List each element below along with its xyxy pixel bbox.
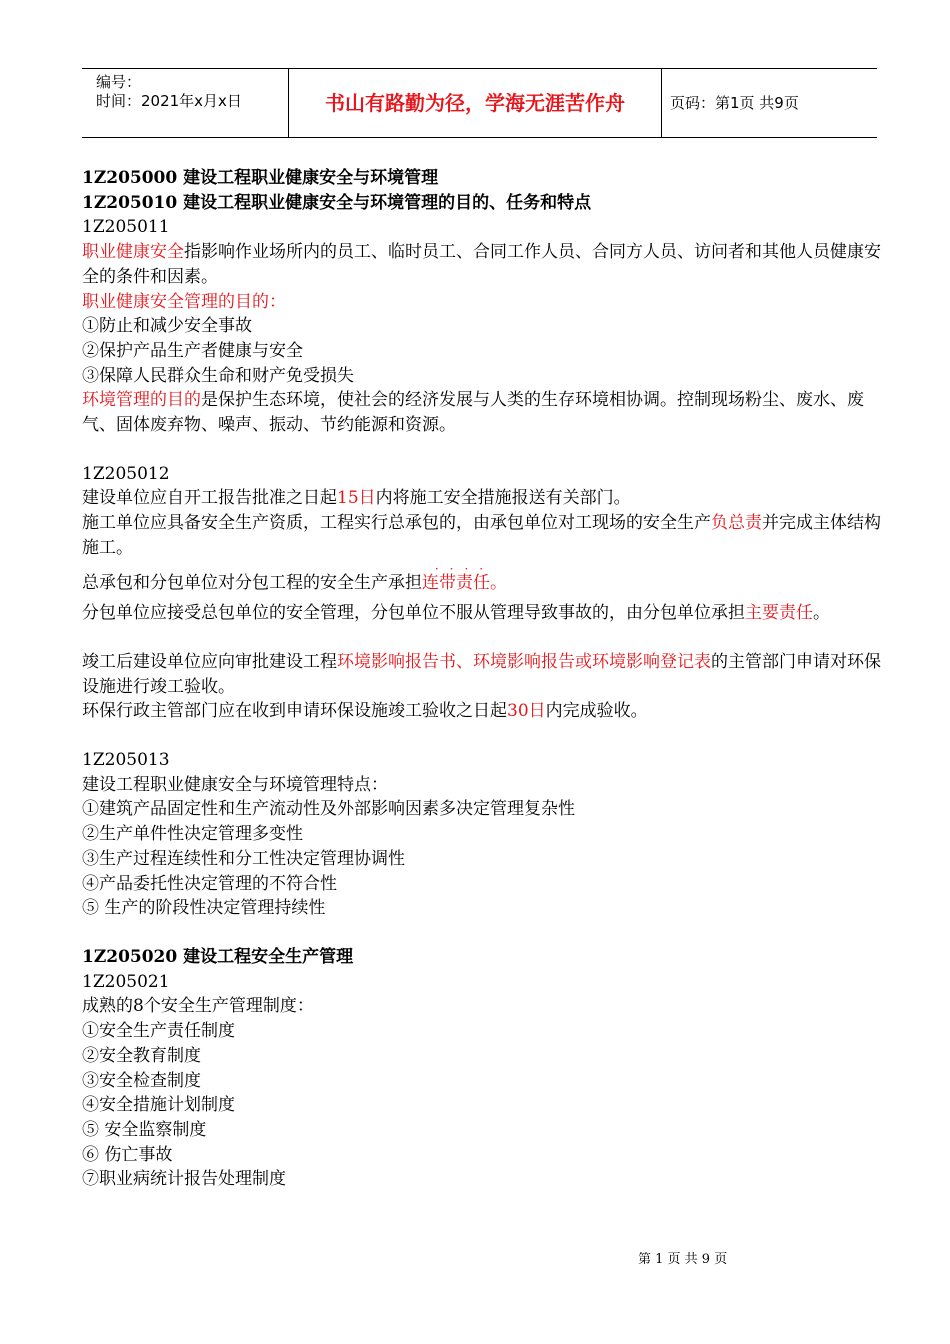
page-footer: 第 1 页 共 9 页: [638, 1252, 728, 1267]
list-item: ④产品委托性决定管理的不符合性: [82, 873, 337, 894]
paragraph-text: 环保行政主管部门应在收到申请环保设施竣工验收之日起: [82, 701, 507, 722]
list-item: ②生产单件性决定管理多变性: [82, 824, 303, 845]
emphasis-text: [422, 561, 507, 596]
section-code: 1Z205012: [82, 463, 170, 484]
header-date: 时间：2021年x月x日: [96, 92, 242, 110]
list-heading: 成熟的8个安全生产管理制度：: [82, 996, 314, 1017]
paragraph: [82, 699, 897, 724]
list-item: ④安全措施计划制度: [82, 1095, 235, 1116]
list-item: ③生产过程连续性和分工性决定管理协调性: [82, 848, 405, 869]
paragraph: [82, 650, 897, 699]
paragraph-text: 施工单位应具备安全生产资质，工程实行总承包的，由承包单位对工现场的安全生产: [82, 513, 711, 534]
emphasis-dots: ····: [434, 561, 495, 576]
list-item: ①防止和减少安全事故: [82, 316, 252, 337]
paragraph: [82, 561, 897, 596]
paragraph-text: 。: [813, 603, 830, 624]
paragraph-text: 并完成主体结构施工。: [82, 513, 881, 558]
list-item: ③保障人民群众生命和财产免受损失: [82, 365, 354, 386]
paragraph-text: 分包单位应接受总包单位的安全管理，分包单位不服从管理导致事故的，由分包单位承担: [82, 603, 745, 624]
paragraph-text: 的主管部门申请对环保设施进行竣工验收。: [82, 651, 881, 697]
highlight-term: 主要责任: [745, 603, 813, 624]
section-subtitle: 1Z205010 建设工程职业健康安全与环境管理的目的、任务和特点: [82, 192, 592, 213]
highlight-term: 职业健康安全: [82, 242, 184, 263]
paragraph-text: 内将施工安全措施报送有关部门。: [375, 488, 631, 509]
section-code: 1Z205011: [82, 217, 170, 238]
list-item: ⑤ 安全监察制度: [82, 1119, 207, 1140]
paragraph-text: 内完成验收。: [545, 701, 648, 722]
list-item: ⑦职业病统计报告处理制度: [82, 1169, 286, 1190]
document-body: [82, 166, 897, 1192]
paragraph-text: 指影响作业场所内的员工、临时员工、合同工作人员、合同方人员、访问者和其他人员健康安全的条件和因素。: [82, 242, 881, 287]
feature-heading: 建设工程职业健康安全与环境管理特点：: [82, 774, 388, 795]
highlight-term: 环境影响报告书、环境影响报告或环境影响登记表: [337, 651, 711, 672]
paragraph-text: 建设单位应自开工报告批准之日起: [82, 488, 337, 509]
highlight-term: 15日: [337, 488, 376, 509]
paragraph: [82, 486, 897, 511]
paragraph: [82, 511, 897, 560]
highlight-term: 30日: [507, 701, 546, 722]
paragraph: [82, 388, 897, 437]
list-item: ②安全教育制度: [82, 1045, 201, 1066]
page-header: [82, 68, 877, 138]
section-code: 1Z205013: [82, 750, 170, 771]
list-item: ③安全检查制度: [82, 1070, 201, 1091]
header-meta: [82, 69, 288, 137]
list-item: ②保护产品生产者健康与安全: [82, 340, 303, 361]
paragraph-text: 是保护生态环境，使社会的经济发展与人类的生存环境相协调。控制现场粉尘、废水、废气、固体废弃物、噪声、振动、节约能源和资源。: [82, 390, 864, 436]
header-motto: 书山有路勤为径，学海无涯苦作舟: [288, 69, 662, 137]
paragraph: [82, 240, 897, 289]
paragraph-text: 总承包和分包单位对分包工程的安全生产承担: [82, 572, 422, 593]
goal-heading: 职业健康安全管理的目的：: [82, 291, 286, 312]
paragraph: [82, 601, 897, 626]
header-page-number: 页码：第1页 共9页: [670, 94, 799, 112]
highlight-term: 环境管理的目的: [82, 390, 201, 411]
section-title: 1Z205000 建设工程职业健康安全与环境管理: [82, 168, 439, 188]
section-title: 1Z205020 建设工程安全生产管理: [82, 946, 354, 967]
paragraph-text: 竣工后建设单位应向审批建设工程: [82, 651, 337, 672]
highlight-term: 负总责: [711, 513, 762, 534]
section-code: 1Z205021: [82, 971, 170, 992]
list-item: ①安全生产责任制度: [82, 1021, 235, 1042]
list-item: ①建筑产品固定性和生产流动性及外部影响因素多决定管理复杂性: [82, 799, 575, 820]
list-item: ⑥ 伤亡事故: [82, 1144, 173, 1165]
header-number: 编号：: [96, 73, 142, 91]
highlight-term: 连带责任。: [422, 572, 507, 593]
list-item: ⑤ 生产的阶段性决定管理持续性: [82, 898, 326, 919]
